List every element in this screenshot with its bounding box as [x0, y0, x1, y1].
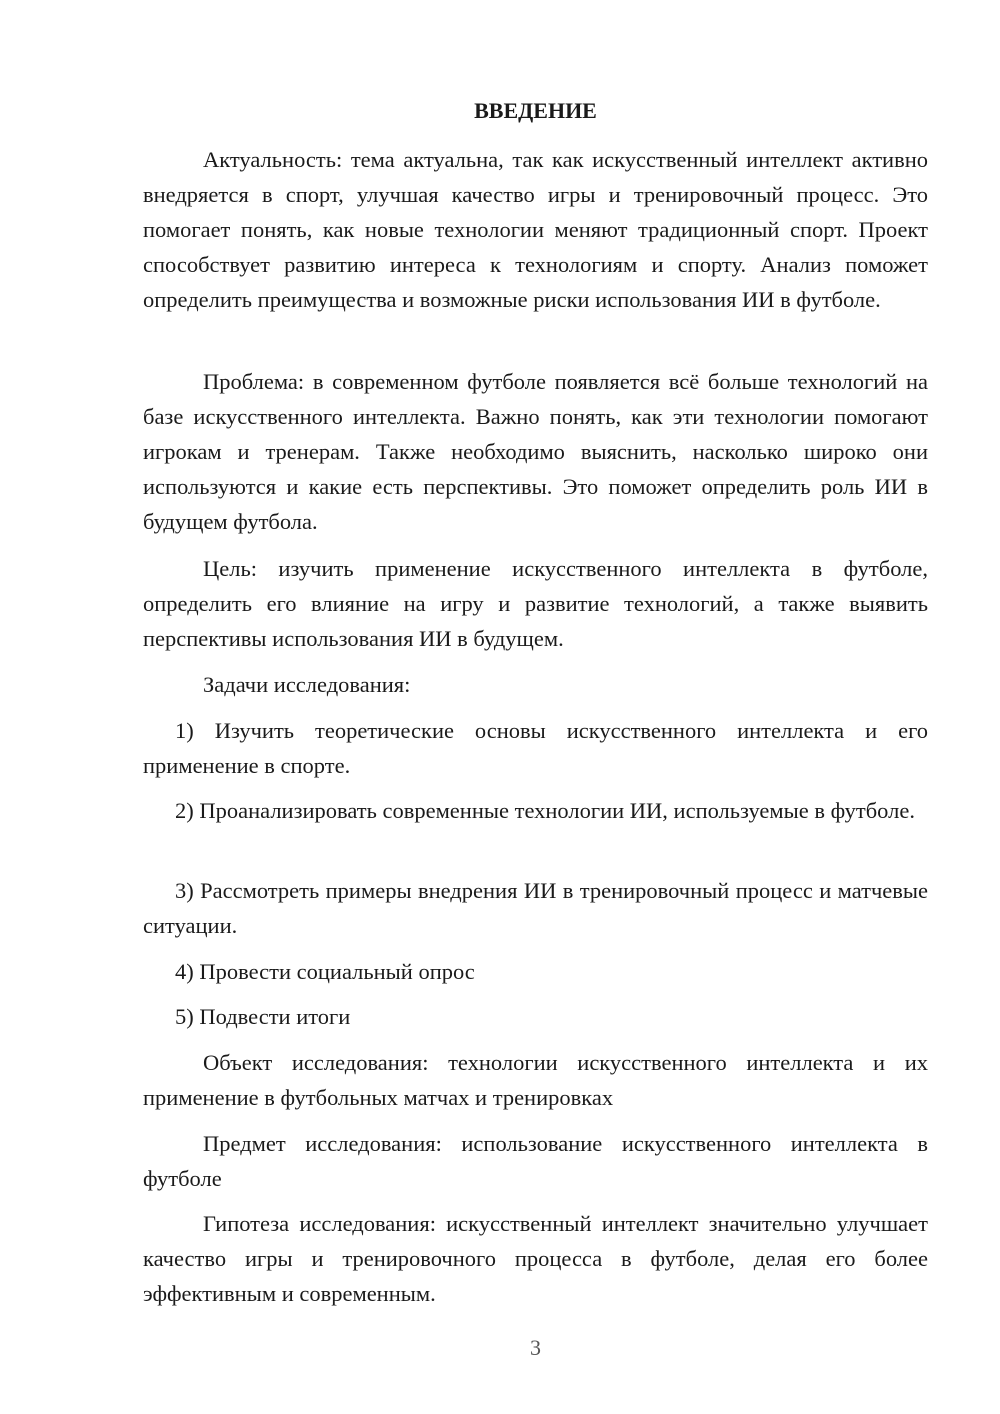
document-page: [143, 0, 928, 1414]
tasks-heading: Задачи исследования:: [203, 672, 411, 697]
goal-paragraph: Цель: изучить применение искусственного интеллекта в футболе, определить его влияние на игру и развитие технологий, а также выявить перспективы использования ИИ в будущем.: [143, 556, 928, 651]
object-paragraph: Объект исследования: технологии искусственного интеллекта и их применение в футбольных матчах и тренировках: [143, 1050, 928, 1110]
section-heading: ВВЕДЕНИЕ: [474, 98, 597, 123]
task-item-2: 2) Проанализировать современные технологии ИИ, используемые в футболе.: [175, 798, 915, 823]
problem-paragraph: Проблема: в современном футболе появляется всё больше технологий на базе искусственного интеллекта. Важно понять, как эти технологии помогают игрокам и тренерам. Также необходимо выяснить, насколько широко они используются и какие есть перспективы. Это поможет определить роль ИИ в будущем футбола.: [143, 369, 928, 534]
task-item-3: 3) Рассмотреть примеры внедрения ИИ в тренировочный процесс и матчевые ситуации.: [143, 878, 928, 938]
task-item-4: 4) Провести социальный опрос: [175, 959, 475, 984]
subject-paragraph: Предмет исследования: использование искусственного интеллекта в футболе: [143, 1131, 928, 1191]
task-item-5: 5) Подвести итоги: [175, 1004, 351, 1029]
task-item-1: 1) Изучить теоретические основы искусственного интеллекта и его применение в спорте.: [143, 718, 928, 778]
page-number: 3: [530, 1335, 541, 1360]
hypothesis-paragraph: Гипотеза исследования: искусственный интеллект значительно улучшает качество игры и тренировочного процесса в футболе, делая его более эффективным и современным.: [143, 1211, 928, 1306]
relevance-paragraph: Актуальность: тема актуальна, так как искусственный интеллект активно внедряется в спорт, улучшая качество игры и тренировочный процесс. Это помогает понять, как новые технологии меняют традиционный спорт. Проект способствует развитию интереса к технологиям и спорту. Анализ поможет определить преимущества и возможные риски использования ИИ в футболе.: [143, 147, 928, 312]
